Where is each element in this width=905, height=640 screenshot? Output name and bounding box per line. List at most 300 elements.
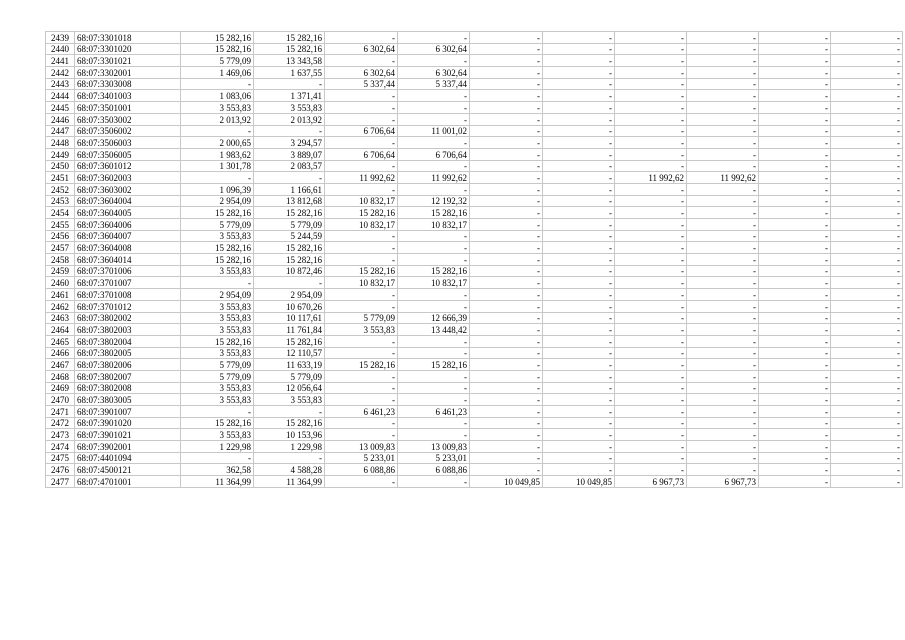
value-cell: - [543,254,615,266]
value-cell: - [398,230,470,242]
value-cell: 15 282,16 [254,43,325,55]
value-cell: 3 553,83 [181,230,254,242]
value-cell: - [398,382,470,394]
value-cell: 10 832,17 [325,195,398,207]
table-row [46,183,903,195]
value-cell: 11 001,02 [398,125,470,137]
table-row [46,172,903,184]
table-row [46,67,903,79]
value-cell: 15 282,16 [325,359,398,371]
cadastral-code-cell: 68:07:3803005 [75,394,181,406]
cadastral-code-cell: 68:07:3901007 [75,406,181,418]
value-cell: - [831,335,903,347]
value-cell: 3 553,83 [181,394,254,406]
value-cell: - [325,32,398,44]
value-cell: - [543,230,615,242]
value-cell: 1 469,06 [181,67,254,79]
row-number-cell: 2451 [46,172,75,184]
table-row [46,90,903,102]
table-row [46,417,903,429]
value-cell: - [831,300,903,312]
value-cell: - [543,382,615,394]
value-cell: - [398,32,470,44]
value-cell: - [615,324,687,336]
value-cell: - [759,207,831,219]
value-cell: - [543,160,615,172]
value-cell: - [759,32,831,44]
row-number-cell: 2449 [46,148,75,160]
value-cell: - [543,370,615,382]
cadastral-code-cell: 68:07:3303008 [75,78,181,90]
value-cell: - [470,172,543,184]
cadastral-code-cell: 68:07:3901021 [75,429,181,441]
value-cell: - [759,347,831,359]
value-cell: - [470,90,543,102]
row-number-cell: 2468 [46,370,75,382]
value-cell: 13 343,58 [254,55,325,67]
value-cell: - [398,90,470,102]
value-cell: 12 192,32 [398,195,470,207]
value-cell: - [543,347,615,359]
value-cell: - [470,230,543,242]
value-cell: - [543,300,615,312]
cadastral-code-cell: 68:07:3701008 [75,289,181,301]
value-cell: - [325,289,398,301]
value-cell: 10 832,17 [398,219,470,231]
row-number-cell: 2456 [46,230,75,242]
value-cell: - [470,102,543,114]
value-cell: - [615,195,687,207]
value-cell: - [543,441,615,453]
value-cell: - [398,183,470,195]
value-cell: - [759,406,831,418]
value-cell: 6 461,23 [398,406,470,418]
value-cell: - [615,441,687,453]
value-cell: - [687,312,759,324]
row-number-cell: 2471 [46,406,75,418]
value-cell: - [325,160,398,172]
value-cell: - [759,90,831,102]
value-cell: - [470,265,543,277]
value-cell: - [615,429,687,441]
value-cell: - [398,160,470,172]
table-row [46,335,903,347]
value-cell: 1 371,41 [254,90,325,102]
value-cell: - [759,312,831,324]
value-cell: 15 282,16 [254,242,325,254]
value-cell: - [831,67,903,79]
value-cell: 10 832,17 [325,219,398,231]
row-number-cell: 2441 [46,55,75,67]
value-cell: - [831,254,903,266]
value-cell: 12 056,64 [254,382,325,394]
value-cell: 1 096,39 [181,183,254,195]
value-cell: - [831,195,903,207]
value-cell: - [470,441,543,453]
table-row [46,476,903,488]
table-row [46,113,903,125]
value-cell: - [470,148,543,160]
value-cell: - [687,347,759,359]
cadastral-code-cell: 68:07:3802004 [75,335,181,347]
row-number-cell: 2445 [46,102,75,114]
value-cell: - [831,324,903,336]
value-cell: - [615,32,687,44]
value-cell: 6 302,64 [398,67,470,79]
value-cell: - [543,183,615,195]
value-cell: 10 832,17 [398,277,470,289]
value-cell: 15 282,16 [254,335,325,347]
value-cell: - [398,300,470,312]
value-cell: - [615,347,687,359]
cadastral-code-cell: 68:07:3301021 [75,55,181,67]
value-cell: 5 779,09 [325,312,398,324]
table-row [46,137,903,149]
row-number-cell: 2450 [46,160,75,172]
value-cell: - [687,300,759,312]
value-cell: 13 009,83 [398,441,470,453]
value-cell: - [398,347,470,359]
value-cell: - [398,137,470,149]
value-cell: - [831,476,903,488]
value-cell: - [831,183,903,195]
value-cell: - [687,394,759,406]
cadastral-code-cell: 68:07:3802002 [75,312,181,324]
value-cell: - [398,417,470,429]
cadastral-code-cell: 68:07:3602003 [75,172,181,184]
table-row [46,277,903,289]
value-cell: - [254,406,325,418]
value-cell: - [398,335,470,347]
value-cell: - [543,394,615,406]
value-cell: - [615,207,687,219]
value-cell: - [325,137,398,149]
value-cell: 11 364,99 [254,476,325,488]
value-cell: 3 889,07 [254,148,325,160]
value-cell: - [470,219,543,231]
value-cell: 10 872,46 [254,265,325,277]
value-cell: - [470,195,543,207]
value-cell: 11 992,62 [687,172,759,184]
value-cell: - [759,195,831,207]
value-cell: - [759,148,831,160]
value-cell: - [759,417,831,429]
value-cell: - [543,172,615,184]
value-cell: - [470,406,543,418]
value-cell: - [615,464,687,476]
cadastral-code-cell: 68:07:3506003 [75,137,181,149]
value-cell: - [543,324,615,336]
value-cell: 6 967,73 [615,476,687,488]
value-cell: 6 302,64 [325,67,398,79]
cadastral-code-cell: 68:07:3701007 [75,277,181,289]
value-cell: - [543,125,615,137]
value-cell: - [470,312,543,324]
value-cell: - [759,183,831,195]
value-cell: - [831,289,903,301]
table-body [46,32,903,488]
value-cell: - [543,359,615,371]
value-cell: - [687,242,759,254]
cadastral-code-cell: 68:07:3701006 [75,265,181,277]
value-cell: - [687,148,759,160]
value-cell: - [759,67,831,79]
cadastral-code-cell: 68:07:3603002 [75,183,181,195]
value-cell: - [831,32,903,44]
value-cell: 5 779,09 [181,55,254,67]
value-cell: - [325,394,398,406]
table-row [46,242,903,254]
value-cell: 15 282,16 [181,417,254,429]
table-row [46,370,903,382]
value-cell: - [687,289,759,301]
value-cell: 15 282,16 [254,207,325,219]
value-cell: - [687,160,759,172]
cadastral-code-cell: 68:07:3604008 [75,242,181,254]
value-cell: - [615,148,687,160]
table-row [46,429,903,441]
table-row [46,78,903,90]
table-row [46,394,903,406]
value-cell: 6 302,64 [325,43,398,55]
value-cell: 15 282,16 [398,207,470,219]
value-cell: - [831,160,903,172]
row-number-cell: 2444 [46,90,75,102]
value-cell: - [831,172,903,184]
value-cell: - [831,90,903,102]
cadastral-code-cell: 68:07:3604014 [75,254,181,266]
value-cell: 10 832,17 [325,277,398,289]
value-cell: - [759,289,831,301]
cadastral-code-cell: 68:07:3601012 [75,160,181,172]
value-cell: - [254,172,325,184]
value-cell: - [470,394,543,406]
cadastral-code-cell: 68:07:3802006 [75,359,181,371]
value-cell: 2 013,92 [181,113,254,125]
value-cell: - [615,125,687,137]
value-cell: - [181,452,254,464]
value-cell: - [543,242,615,254]
value-cell: - [325,254,398,266]
value-cell: - [687,125,759,137]
value-cell: - [615,55,687,67]
value-cell: - [831,347,903,359]
value-cell: - [470,300,543,312]
value-cell: 1 301,78 [181,160,254,172]
value-cell: - [254,78,325,90]
table-row [46,347,903,359]
value-cell: - [759,102,831,114]
cadastral-code-cell: 68:07:3503002 [75,113,181,125]
value-cell: - [687,43,759,55]
value-cell: 3 553,83 [181,347,254,359]
value-cell: - [759,137,831,149]
value-cell: - [325,90,398,102]
cadastral-code-cell: 68:07:3802007 [75,370,181,382]
value-cell: 4 588,28 [254,464,325,476]
value-cell: - [759,394,831,406]
value-cell: - [398,429,470,441]
value-cell: 15 282,16 [181,207,254,219]
value-cell: - [687,183,759,195]
value-cell: - [687,230,759,242]
value-cell: - [325,113,398,125]
table-row [46,312,903,324]
table-row [46,230,903,242]
table-row [46,359,903,371]
value-cell: 11 992,62 [398,172,470,184]
value-cell: - [325,347,398,359]
value-cell: - [831,464,903,476]
value-cell: - [831,78,903,90]
value-cell: 15 282,16 [398,265,470,277]
value-cell: - [325,370,398,382]
value-cell: - [831,219,903,231]
row-number-cell: 2460 [46,277,75,289]
cadastral-code-cell: 68:07:3604005 [75,207,181,219]
value-cell: - [831,370,903,382]
value-cell: - [687,55,759,67]
row-number-cell: 2466 [46,347,75,359]
row-number-cell: 2458 [46,254,75,266]
value-cell: - [831,137,903,149]
value-cell: - [759,43,831,55]
value-cell: 1 166,61 [254,183,325,195]
value-cell: 5 779,09 [254,219,325,231]
value-cell: - [615,265,687,277]
value-cell: - [543,289,615,301]
value-cell: - [759,441,831,453]
value-cell: - [470,464,543,476]
cadastral-code-cell: 68:07:3506002 [75,125,181,137]
row-number-cell: 2443 [46,78,75,90]
value-cell: 3 294,57 [254,137,325,149]
table-row [46,195,903,207]
value-cell: 5 233,01 [325,452,398,464]
value-cell: 11 633,19 [254,359,325,371]
value-cell: - [470,429,543,441]
value-cell: - [759,230,831,242]
value-cell: - [831,242,903,254]
cadastral-code-cell: 68:07:4500121 [75,464,181,476]
value-cell: 10 049,85 [470,476,543,488]
table-row [46,254,903,266]
value-cell: - [759,429,831,441]
value-cell: - [615,219,687,231]
value-cell: - [325,102,398,114]
value-cell: - [615,137,687,149]
value-cell: - [325,242,398,254]
value-cell: - [398,242,470,254]
value-cell: - [687,452,759,464]
value-cell: 11 761,84 [254,324,325,336]
row-number-cell: 2469 [46,382,75,394]
value-cell: - [759,300,831,312]
value-cell: 2 013,92 [254,113,325,125]
value-cell: - [615,90,687,102]
value-cell: 2 954,09 [254,289,325,301]
cadastral-code-cell: 68:07:4401094 [75,452,181,464]
value-cell: - [831,441,903,453]
cadastral-code-cell: 68:07:3802005 [75,347,181,359]
value-cell: - [543,265,615,277]
value-cell: - [831,113,903,125]
row-number-cell: 2476 [46,464,75,476]
value-cell: - [398,289,470,301]
value-cell: 1 983,62 [181,148,254,160]
value-cell: - [759,254,831,266]
value-cell: 5 244,59 [254,230,325,242]
cadastral-code-cell: 68:07:3604006 [75,219,181,231]
value-cell: - [831,382,903,394]
value-cell: - [615,78,687,90]
value-cell: - [831,312,903,324]
value-cell: - [470,242,543,254]
value-cell: - [325,335,398,347]
value-cell: 1 229,98 [181,441,254,453]
table-row [46,406,903,418]
value-cell: - [398,370,470,382]
value-cell: - [831,417,903,429]
value-cell: - [687,406,759,418]
value-cell: - [543,312,615,324]
value-cell: 10 117,61 [254,312,325,324]
value-cell: 362,58 [181,464,254,476]
value-cell: - [759,78,831,90]
value-cell: - [181,406,254,418]
value-cell: - [831,43,903,55]
value-cell: - [470,347,543,359]
value-cell: 6 706,64 [325,125,398,137]
row-number-cell: 2475 [46,452,75,464]
value-cell: - [687,195,759,207]
value-cell: - [470,78,543,90]
value-cell: 15 282,16 [254,417,325,429]
value-cell: - [470,324,543,336]
value-cell: - [254,277,325,289]
value-cell: 6 706,64 [398,148,470,160]
value-cell: - [470,55,543,67]
value-cell: - [831,265,903,277]
value-cell: 11 364,99 [181,476,254,488]
value-cell: - [543,195,615,207]
value-cell: 1 083,06 [181,90,254,102]
value-cell: - [687,441,759,453]
value-cell: - [470,67,543,79]
value-cell: - [325,183,398,195]
row-number-cell: 2452 [46,183,75,195]
value-cell: 3 553,83 [254,394,325,406]
value-cell: - [470,32,543,44]
row-number-cell: 2442 [46,67,75,79]
value-cell: - [543,148,615,160]
value-cell: - [543,335,615,347]
value-cell: - [687,78,759,90]
value-cell: - [543,67,615,79]
cadastral-code-cell: 68:07:3501001 [75,102,181,114]
value-cell: 6 302,64 [398,43,470,55]
value-cell: - [543,464,615,476]
value-cell: - [543,32,615,44]
table-row [46,324,903,336]
value-cell: - [615,242,687,254]
row-number-cell: 2447 [46,125,75,137]
value-cell: - [543,277,615,289]
row-number-cell: 2463 [46,312,75,324]
cadastral-code-cell: 68:07:3802003 [75,324,181,336]
table-row [46,300,903,312]
value-cell: - [470,137,543,149]
